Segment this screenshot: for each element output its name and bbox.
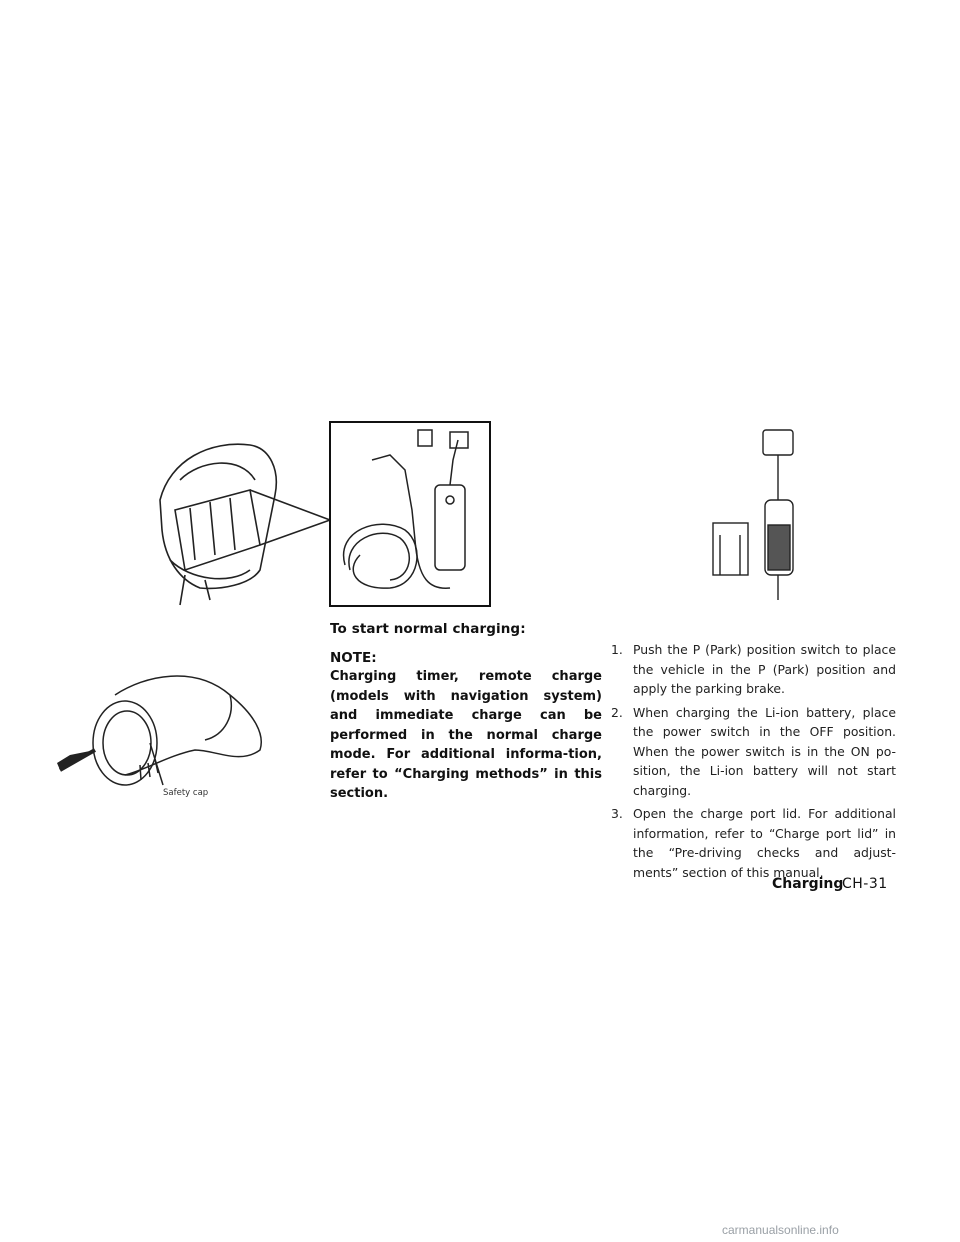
footer-section-name: Charging	[772, 876, 844, 892]
note-body: Charging timer, remote charge (models with navigation system) and immediate charge can be performed in the normal charge mode. For additional informa-tion, refer to “Charging methods” in this section.	[330, 669, 602, 801]
step-number: 2.	[611, 704, 623, 720]
cargo-cable-illustration	[150, 420, 495, 610]
step-number: 1.	[611, 642, 623, 657]
cargo-cable-figure	[150, 420, 495, 610]
step-number: 3.	[611, 806, 623, 821]
list-item	[611, 640, 896, 699]
step-text: Push the P (Park) position switch to place the vehicle in the P (Park) position and apply the parking brake.	[633, 642, 896, 696]
footer-page-number: CH-31	[842, 876, 888, 892]
safety-cap-caption: Safety cap	[163, 788, 209, 798]
list-item	[611, 703, 896, 801]
control-box-holder-figure	[705, 425, 815, 605]
watermark-text: carmanualsonline.info	[722, 1223, 839, 1237]
note-label: NOTE:	[330, 650, 377, 666]
connector-figure	[55, 655, 275, 800]
charging-steps-list	[611, 640, 896, 886]
step-text: Open the charge port lid. For additional information, refer to “Charge port lid” in the “Pre-driving checks and adjust-ments” section of this manual.	[633, 806, 896, 880]
list-item	[611, 804, 896, 882]
step-text: When charging the Li-ion battery, place the power switch in the OFF position. When the power switch is in the ON po-sition, the Li-ion battery will not start charging.	[633, 704, 896, 798]
section-heading: To start normal charging:	[330, 621, 526, 637]
connector-illustration	[55, 655, 275, 800]
control-box-holder-illustration	[705, 425, 815, 605]
